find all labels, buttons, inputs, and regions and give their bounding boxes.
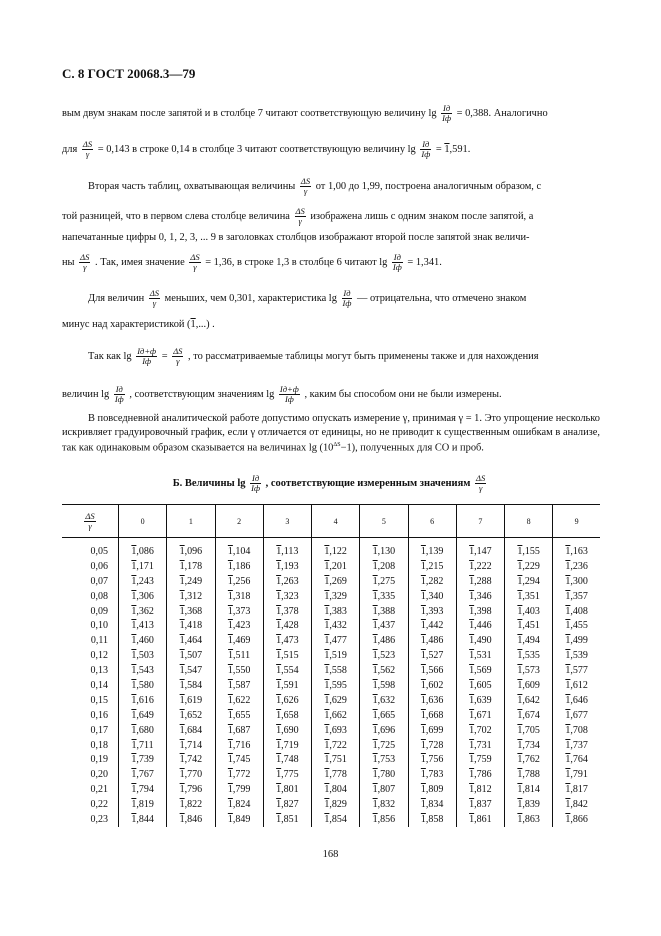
line-6-d: = 1,341. (407, 256, 442, 268)
header-col: 8 (505, 505, 553, 538)
line-6-b: . Так, имея значение (95, 256, 185, 268)
table-cell: 1,523 (360, 648, 408, 663)
table-cell: 1,306 (119, 589, 167, 604)
table-cell: 1,113 (263, 538, 311, 559)
table-cell: 1,764 (553, 752, 600, 767)
table-cell: 1,566 (408, 663, 456, 678)
table-cell: 1,759 (456, 752, 504, 767)
table-cell: 1,573 (505, 663, 553, 678)
table-cell: 1,622 (215, 693, 263, 708)
table-row (62, 663, 600, 678)
table-cell: 1,413 (119, 618, 167, 633)
header-col: 9 (553, 505, 600, 538)
fraction-ds-gamma: $\frac{\Delta S}{\gamma}$ (80, 252, 90, 272)
page-header: С. 8 ГОСТ 20068.3—79 (62, 66, 196, 81)
table-cell: 1,193 (263, 559, 311, 574)
table-cell: 1,728 (408, 738, 456, 753)
table-cell: 1,086 (119, 538, 167, 559)
fraction-iaf-if: $\frac{Iд+ф}{Iф}$ (279, 384, 299, 404)
table-cell: 1,294 (505, 574, 553, 589)
line-2-a: для (62, 143, 78, 155)
table-cell: 1,812 (456, 782, 504, 797)
table-cell: 1,772 (215, 767, 263, 782)
fraction-ds-gamma: $\frac{\Delta S}{\gamma}$ (82, 139, 93, 159)
table-cell: 1,418 (167, 618, 215, 633)
text-line-7 (88, 289, 526, 308)
line-1-b: = 0,388. Аналогично (456, 107, 548, 119)
table-cell: 1,829 (312, 797, 360, 812)
line-9-b: = (161, 350, 168, 362)
table-cell: 1,649 (119, 708, 167, 723)
table-cell: 1,775 (263, 767, 311, 782)
header-col: 6 (408, 505, 456, 538)
table-row (62, 797, 600, 812)
table-cell: 1,837 (456, 797, 504, 812)
table-cell: 1,464 (167, 633, 215, 648)
table-cell: 1,460 (119, 633, 167, 648)
table-cell: 1,817 (553, 782, 600, 797)
header-col: 0 (119, 505, 167, 538)
text-line-9 (88, 347, 539, 366)
row-label: 0,21 (90, 784, 108, 796)
line-2-d: 1,591. (444, 143, 471, 155)
table-cell: 1,155 (505, 538, 553, 559)
table-cell: 1,335 (360, 589, 408, 604)
line-7-b: меньших, чем 0,301, характеристика lg (164, 292, 337, 304)
table-cell: 1,511 (215, 648, 263, 663)
table-cell: 1,846 (167, 812, 215, 827)
table-cell: 1,469 (215, 633, 263, 648)
fraction-ds-gamma: $\frac{\Delta S}{\gamma}$ (295, 206, 305, 226)
table-cell: 1,814 (505, 782, 553, 797)
table-cell: 1,535 (505, 648, 553, 663)
table-cell: 1,147 (456, 538, 504, 559)
table-cell: 1,550 (215, 663, 263, 678)
row-label: 0,14 (90, 679, 108, 691)
table-cell: 1,503 (119, 648, 167, 663)
table-cell: 1,236 (553, 559, 600, 574)
table-cell: 1,201 (312, 559, 360, 574)
line-7-a: Для величин (88, 292, 145, 304)
table-cell: 1,642 (505, 693, 553, 708)
table-cell: 1,711 (119, 738, 167, 753)
table-cell: 1,408 (553, 604, 600, 619)
line-10-a: величин lg (62, 388, 110, 400)
table-cell: 1,122 (312, 538, 360, 559)
table-cell: 1,652 (167, 708, 215, 723)
table-cell: 1,499 (553, 633, 600, 648)
table-cell: 1,584 (167, 678, 215, 693)
row-label: 0,20 (90, 769, 108, 781)
table-cell: 1,762 (505, 752, 553, 767)
table-cell: 1,346 (456, 589, 504, 604)
text-line-6 (62, 253, 442, 272)
table-row (62, 559, 600, 574)
table-cell: 1,373 (215, 604, 263, 619)
table-cell: 1,725 (360, 738, 408, 753)
table-cell: 1,639 (456, 693, 504, 708)
row-label: 0,08 (90, 590, 108, 602)
table-cell: 1,256 (215, 574, 263, 589)
row-label: 0,11 (90, 635, 108, 647)
table-cell: 1,403 (505, 604, 553, 619)
table-cell: 1,486 (408, 633, 456, 648)
line-7-c: — отрицательна, что отмечено знаком (356, 292, 527, 304)
fraction-ia-if: $\frac{Iд}{Iф}$ (442, 103, 452, 123)
table-cell: 1,602 (408, 678, 456, 693)
row-label: 0,07 (90, 575, 108, 587)
table-cell: 1,863 (505, 812, 553, 827)
fraction-ds-gamma: $\frac{\Delta S}{\gamma}$ (149, 288, 160, 308)
text-line-3 (88, 177, 541, 196)
table-cell: 1,263 (263, 574, 311, 589)
table-row (62, 589, 600, 604)
table-cell: 1,282 (408, 574, 456, 589)
table-cell: 1,677 (553, 708, 600, 723)
table-cell: 1,543 (119, 663, 167, 678)
table-row (62, 574, 600, 589)
table-cell: 1,674 (505, 708, 553, 723)
table-cell: 1,770 (167, 767, 215, 782)
caption-b: , соответствующие измеренным значениям (265, 477, 471, 489)
text-line-2 (62, 140, 470, 159)
table-row (62, 708, 600, 723)
table-cell: 1,658 (263, 708, 311, 723)
table-cell: 1,186 (215, 559, 263, 574)
values-table (62, 504, 600, 827)
table-row (62, 648, 600, 663)
table-cell: 1,243 (119, 574, 167, 589)
fraction-ds-gamma: $\frac{\Delta S}{\gamma}$ (300, 176, 311, 196)
line-9-c: , то рассматриваемые таблицы могут быть применены также и для нахождения (188, 350, 539, 362)
table-cell: 1,668 (408, 708, 456, 723)
table-cell: 1,580 (119, 678, 167, 693)
table-cell: 1,705 (505, 723, 553, 738)
table-cell: 1,486 (360, 633, 408, 648)
table-cell: 1,665 (360, 708, 408, 723)
table-cell: 1,398 (456, 604, 504, 619)
table-cell: 1,423 (215, 618, 263, 633)
table-cell: 1,832 (360, 797, 408, 812)
table-cell: 1,616 (119, 693, 167, 708)
table-cell: 1,515 (263, 648, 311, 663)
table-row (62, 723, 600, 738)
table-cell: 1,834 (408, 797, 456, 812)
table-cell: 1,849 (215, 812, 263, 827)
table-cell: 1,437 (360, 618, 408, 633)
caption-a: Б. Величины lg (172, 477, 246, 489)
table-cell: 1,300 (553, 574, 600, 589)
table-cell: 1,799 (215, 782, 263, 797)
table-cell: 1,329 (312, 589, 360, 604)
table-cell: 1,527 (408, 648, 456, 663)
table-cell: 1,696 (360, 723, 408, 738)
table-cell: 1,312 (167, 589, 215, 604)
table-cell: 1,104 (215, 538, 263, 559)
table-row (62, 693, 600, 708)
line-2-c: = (435, 143, 442, 155)
table-cell: 1,619 (167, 693, 215, 708)
row-label: 0,12 (90, 650, 108, 662)
table-cell: 1,699 (408, 723, 456, 738)
table-cell: 1,751 (312, 752, 360, 767)
table-cell: 1,655 (215, 708, 263, 723)
fraction-iaf-if: $\frac{Iд+ф}{Iф}$ (137, 346, 157, 366)
row-label: 0,05 (90, 545, 108, 557)
table-cell: 1,569 (456, 663, 504, 678)
table-cell: 1,854 (312, 812, 360, 827)
table-cell: 1,786 (456, 767, 504, 782)
table-cell: 1,791 (553, 767, 600, 782)
row-label: 0,16 (90, 709, 108, 721)
line-10-b: , соответствующим значениям lg (129, 388, 275, 400)
table-cell: 1,690 (263, 723, 311, 738)
fraction-ds-gamma: $\frac{\Delta S}{\gamma}$ (190, 252, 200, 272)
table-cell: 1,591 (263, 678, 311, 693)
table-cell: 1,605 (456, 678, 504, 693)
table-cell: 1,788 (505, 767, 553, 782)
table-cell: 1,208 (360, 559, 408, 574)
table-cell: 1,827 (263, 797, 311, 812)
table-cell: 1,446 (456, 618, 504, 633)
table-cell: 1,646 (553, 693, 600, 708)
header-col: 5 (360, 505, 408, 538)
table-cell: 1,288 (456, 574, 504, 589)
table-cell: 1,742 (167, 752, 215, 767)
table-header-row (62, 505, 600, 538)
table-cell: 1,684 (167, 723, 215, 738)
header-col: 7 (456, 505, 504, 538)
para-11-end: −1), полученных для СО и проб. (340, 442, 484, 454)
row-label: 0,09 (90, 605, 108, 617)
table-cell: 1,507 (167, 648, 215, 663)
table-row (62, 633, 600, 648)
table-row (62, 752, 600, 767)
row-label: 0,22 (90, 799, 108, 811)
table-row (62, 678, 600, 693)
table-cell: 1,819 (119, 797, 167, 812)
table-cell: 1,318 (215, 589, 263, 604)
table-cell: 1,477 (312, 633, 360, 648)
row-label: 0,19 (90, 754, 108, 766)
fraction-ia-if: $\frac{Iд}{Iф}$ (342, 288, 352, 308)
table-cell: 1,130 (360, 538, 408, 559)
table-cell: 1,796 (167, 782, 215, 797)
fraction-ds-gamma: $\frac{\Delta S}{\gamma}$ (173, 346, 183, 366)
table-cell: 1,494 (505, 633, 553, 648)
table-cell: 1,756 (408, 752, 456, 767)
header-col: 1 (167, 505, 215, 538)
table-cell: 1,323 (263, 589, 311, 604)
table-cell: 1,222 (456, 559, 504, 574)
table-cell: 1,229 (505, 559, 553, 574)
table-cell: 1,693 (312, 723, 360, 738)
table-cell: 1,662 (312, 708, 360, 723)
table-cell: 1,783 (408, 767, 456, 782)
table-cell: 1,745 (215, 752, 263, 767)
table-cell: 1,340 (408, 589, 456, 604)
table-cell: 1,778 (312, 767, 360, 782)
header-col: 3 (263, 505, 311, 538)
line-10-c: , каким бы способом они не были измерены. (304, 388, 502, 400)
table-row (62, 604, 600, 619)
table-cell: 1,428 (263, 618, 311, 633)
table-cell: 1,822 (167, 797, 215, 812)
table-cell: 1,856 (360, 812, 408, 827)
row-label: 0,13 (90, 665, 108, 677)
line-1-a: вым двум знакам после запятой и в столбце 7 читают соответствующую величину lg (62, 107, 437, 119)
header-col: 4 (312, 505, 360, 538)
table-cell: 1,362 (119, 604, 167, 619)
fraction-ia-if: $\frac{Iд}{Iф}$ (421, 139, 431, 159)
row-label: 0,23 (90, 813, 108, 825)
table-cell: 1,626 (263, 693, 311, 708)
text-line-4 (62, 207, 533, 226)
text-line-8: минус над характеристикой (1,...) . (62, 319, 215, 330)
table-cell: 1,609 (505, 678, 553, 693)
table-cell: 1,275 (360, 574, 408, 589)
text-line-1 (62, 104, 548, 123)
table-cell: 1,612 (553, 678, 600, 693)
table-cell: 1,680 (119, 723, 167, 738)
table-cell: 1,473 (263, 633, 311, 648)
table-row (62, 782, 600, 797)
table-cell: 1,096 (167, 538, 215, 559)
table-cell: 1,531 (456, 648, 504, 663)
table-cell: 1,753 (360, 752, 408, 767)
table-cell: 1,393 (408, 604, 456, 619)
table-cell: 1,383 (312, 604, 360, 619)
table-cell: 1,702 (456, 723, 504, 738)
table-cell: 1,824 (215, 797, 263, 812)
table-cell: 1,748 (263, 752, 311, 767)
table-cell: 1,687 (215, 723, 263, 738)
table-cell: 1,671 (456, 708, 504, 723)
table-cell: 1,562 (360, 663, 408, 678)
row-label: 0,15 (90, 694, 108, 706)
table-cell: 1,357 (553, 589, 600, 604)
table-cell: 1,858 (408, 812, 456, 827)
line-3-a: Вторая часть таблиц, охватывающая величины (88, 180, 296, 192)
table-cell: 1,636 (408, 693, 456, 708)
table-cell: 1,368 (167, 604, 215, 619)
row-label: 0,10 (90, 620, 108, 632)
line-2-b: = 0,143 в строке 0,14 в столбце 3 читают соответствующую величину lg (97, 143, 416, 155)
table-row (62, 738, 600, 753)
table-cell: 1,737 (553, 738, 600, 753)
table-cell: 1,171 (119, 559, 167, 574)
line-9-a: Так как lg (88, 350, 132, 362)
table-cell: 1,178 (167, 559, 215, 574)
table-cell: 1,734 (505, 738, 553, 753)
table-cell: 1,842 (553, 797, 600, 812)
table-cell: 1,851 (263, 812, 311, 827)
table-cell: 1,861 (456, 812, 504, 827)
header-col: 2 (215, 505, 263, 538)
row-label: 0,06 (90, 560, 108, 572)
table-cell: 1,269 (312, 574, 360, 589)
row-label: 0,18 (90, 739, 108, 751)
table-cell: 1,558 (312, 663, 360, 678)
table-row (62, 538, 600, 559)
fraction-ds-gamma: $\frac{\Delta S}{\gamma}$ (476, 473, 486, 493)
line-6-c: = 1,36, в строке 1,3 в столбце 6 читают lg (205, 256, 388, 268)
table-cell: 1,442 (408, 618, 456, 633)
text-line-5: напечатанные цифры 0, 1, 2, 3, ... 9 в заголовках столбцов изображают второй после запятой знак величи- (62, 232, 530, 243)
table-cell: 1,519 (312, 648, 360, 663)
table-cell: 1,844 (119, 812, 167, 827)
table-cell: 1,708 (553, 723, 600, 738)
table-cell: 1,629 (312, 693, 360, 708)
table-cell: 1,719 (263, 738, 311, 753)
line-3-b: от 1,00 до 1,99, построена аналогичным образом, с (315, 180, 542, 192)
table-cell: 1,215 (408, 559, 456, 574)
table-cell: 1,598 (360, 678, 408, 693)
table-cell: 1,716 (215, 738, 263, 753)
line-4-a: той разницей, что в первом слева столбце величина (62, 210, 290, 222)
table-cell: 1,451 (505, 618, 553, 633)
table-cell: 1,388 (360, 604, 408, 619)
table-row (62, 767, 600, 782)
table-row (62, 618, 600, 633)
table-row (62, 812, 600, 827)
line-4-b: изображена лишь с одним знаком после запятой, а (310, 210, 534, 222)
table-cell: 1,722 (312, 738, 360, 753)
header-ds-gamma: $\frac{\Delta S}{\gamma}$ (62, 505, 119, 538)
page-number: 168 (322, 849, 339, 860)
fraction-ia-if: $\frac{Iд}{Iф}$ (251, 473, 261, 493)
table-cell: 1,351 (505, 589, 553, 604)
table-cell: 1,794 (119, 782, 167, 797)
table-cell: 1,378 (263, 604, 311, 619)
row-label: 0,17 (90, 724, 108, 736)
fraction-ia-if: $\frac{Iд}{Iф}$ (392, 252, 402, 272)
table-cell: 1,801 (263, 782, 311, 797)
table-cell: 1,767 (119, 767, 167, 782)
table-cell: 1,139 (408, 538, 456, 559)
table-cell: 1,731 (456, 738, 504, 753)
table-cell: 1,163 (553, 538, 600, 559)
table-cell: 1,539 (553, 648, 600, 663)
table-cell: 1,455 (553, 618, 600, 633)
fraction-ia-if: $\frac{Iд}{Iф}$ (114, 384, 124, 404)
para-11-main: В повседневной аналитической работе допустимо опускать измерение γ, принимая γ = 1. Это упрощение несколько искривляет градуировочный график, если γ отличается от единицы, но не приводит к существенным ошибкам в анализе, так как одинаковым образом сказывается на величинах lg (10 (62, 413, 600, 454)
line-6-a: ны (62, 256, 75, 268)
table-cell: 1,595 (312, 678, 360, 693)
para-11-sup: ΔS (333, 442, 341, 448)
table-cell: 1,587 (215, 678, 263, 693)
table-cell: 1,547 (167, 663, 215, 678)
table-cell: 1,577 (553, 663, 600, 678)
table-cell: 1,866 (553, 812, 600, 827)
table-cell: 1,714 (167, 738, 215, 753)
table-cell: 1,839 (505, 797, 553, 812)
table-caption (0, 474, 661, 493)
table-cell: 1,632 (360, 693, 408, 708)
table-cell: 1,804 (312, 782, 360, 797)
table-cell: 1,432 (312, 618, 360, 633)
text-line-10 (62, 385, 502, 404)
table-cell: 1,490 (456, 633, 504, 648)
table-cell: 1,809 (408, 782, 456, 797)
table-cell: 1,807 (360, 782, 408, 797)
paragraph-simplification (62, 412, 600, 455)
table-cell: 1,739 (119, 752, 167, 767)
table-cell: 1,780 (360, 767, 408, 782)
table-cell: 1,554 (263, 663, 311, 678)
table-cell: 1,249 (167, 574, 215, 589)
